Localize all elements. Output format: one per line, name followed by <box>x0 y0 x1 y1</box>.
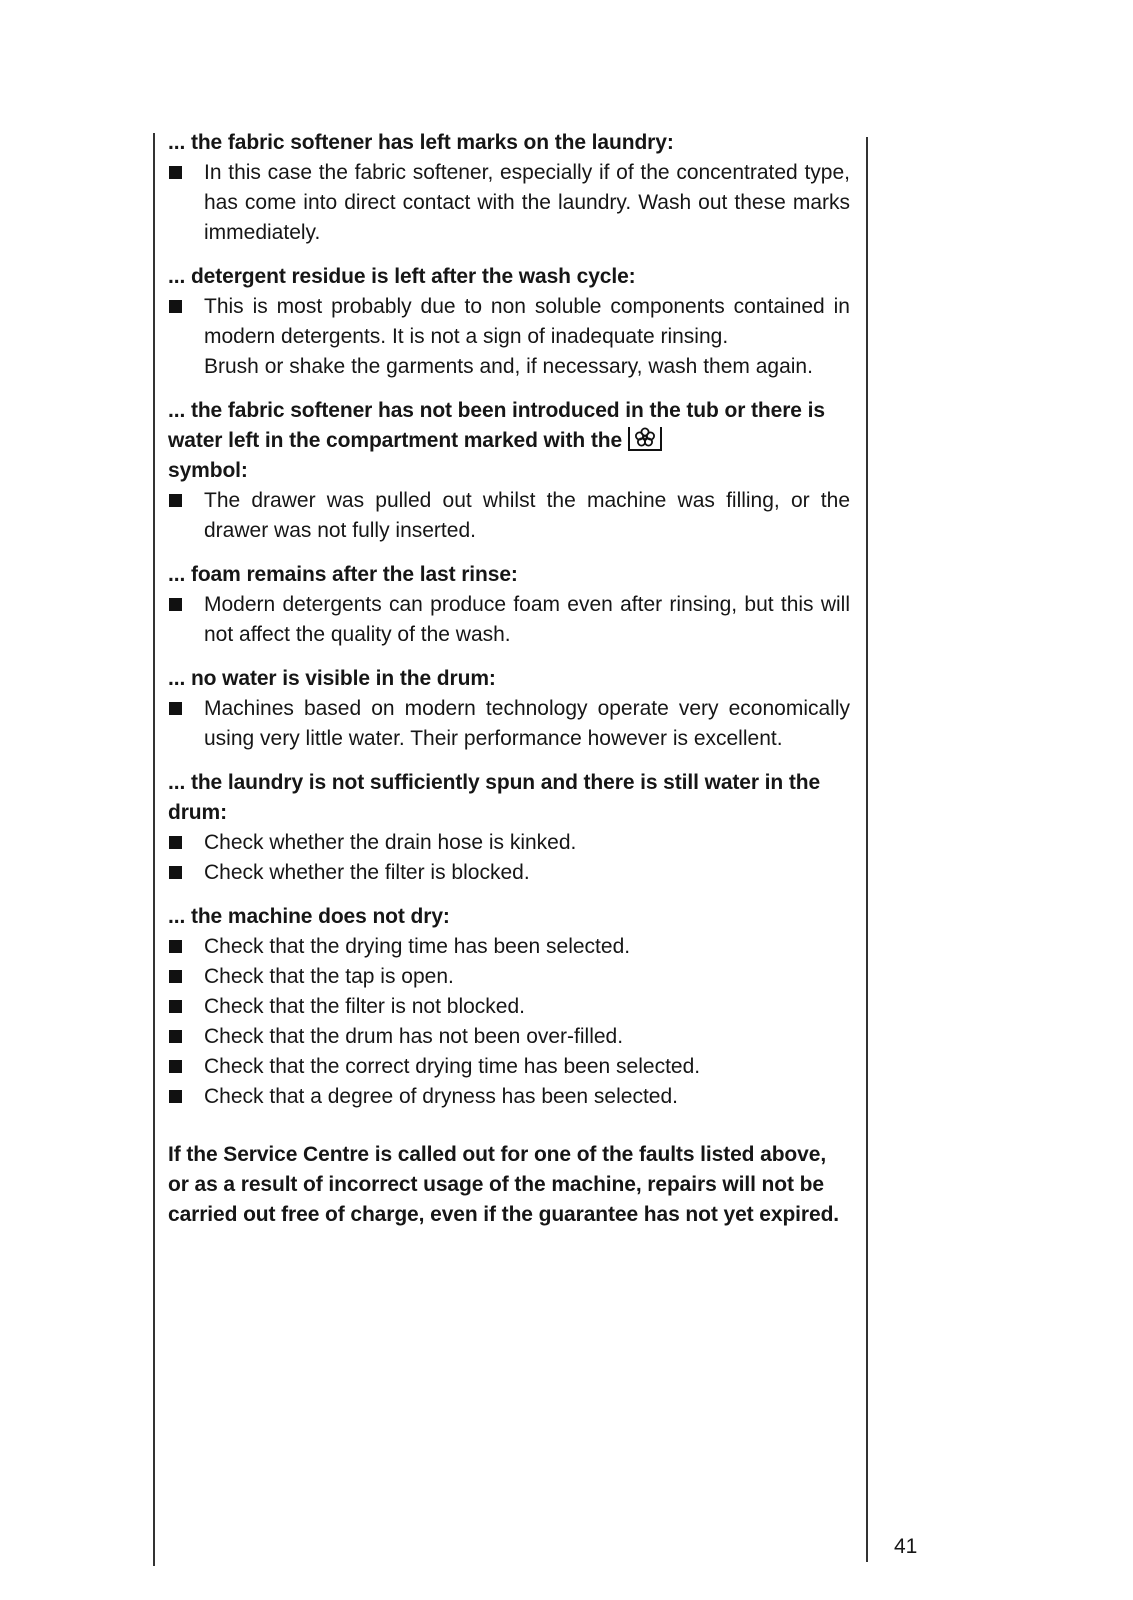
item-text: Brush or shake the garments and, if necessary, wash them again. <box>204 355 813 378</box>
fabric-softener-flower-icon <box>628 427 662 451</box>
list-item <box>168 962 850 992</box>
section-softener-marks <box>168 128 850 248</box>
item-text: This is most probably due to non soluble components contained in modern detergents. It is not a sign of inadequate rinsing. <box>204 295 850 348</box>
square-bullet-icon <box>169 1090 182 1103</box>
item-text: Machines based on modern technology operate very economically using very little water. Their performance however is excellent. <box>204 697 850 750</box>
item-text: Check that the drum has not been over-filled. <box>204 1025 624 1048</box>
section-heading-part1: ... the fabric softener has not been introduced in the tub or there is water left in the compartment marked with the <box>168 399 825 452</box>
list-item <box>168 1052 850 1082</box>
square-bullet-icon <box>169 940 182 953</box>
section-heading-part2: symbol: <box>168 459 248 482</box>
item-text: Check whether the drain hose is kinked. <box>204 831 577 854</box>
section-foam-remains <box>168 560 850 650</box>
square-bullet-icon <box>169 300 182 313</box>
list-item <box>168 292 850 382</box>
service-centre-note: If the Service Centre is called out for one of the faults listed above, or as a result of incorrect usage of the machine, repairs will not be carried out free of charge, even if the guarantee has not yet expired. <box>168 1143 840 1226</box>
square-bullet-icon <box>169 598 182 611</box>
section-heading: ... foam remains after the last rinse: <box>168 563 518 586</box>
section-heading: ... the fabric softener has left marks on the laundry: <box>168 131 674 154</box>
square-bullet-icon <box>169 1000 182 1013</box>
item-text: The drawer was pulled out whilst the machine was filling, or the drawer was not fully inserted. <box>204 489 850 542</box>
list-item <box>168 694 850 754</box>
section-heading: ... the laundry is not sufficiently spun and there is still water in the drum: <box>168 771 821 824</box>
list-item <box>168 828 850 858</box>
section-not-spun <box>168 768 850 888</box>
square-bullet-icon <box>169 866 182 879</box>
square-bullet-icon <box>169 166 182 179</box>
square-bullet-icon <box>169 836 182 849</box>
troubleshooting-content <box>168 128 850 1230</box>
list-item <box>168 932 850 962</box>
page-number: 41 <box>894 1535 918 1558</box>
list-item <box>168 158 850 248</box>
section-no-water-visible <box>168 664 850 754</box>
item-text: Check that a degree of dryness has been selected. <box>204 1085 678 1108</box>
item-text: Check that the drying time has been selected. <box>204 935 631 958</box>
section-detergent-residue <box>168 262 850 382</box>
left-margin-rule <box>153 133 155 1566</box>
item-text: Check that the tap is open. <box>204 965 454 988</box>
item-text: In this case the fabric softener, especially if of the concentrated type, has come into direct contact with the laundry. Wash out these marks immediately. <box>204 161 850 244</box>
list-item <box>168 858 850 888</box>
section-heading <box>168 396 850 486</box>
item-text: Modern detergents can produce foam even after rinsing, but this will not affect the quality of the wash. <box>204 593 850 646</box>
list-item <box>168 590 850 650</box>
section-softener-not-introduced <box>168 396 850 546</box>
list-item <box>168 486 850 546</box>
section-heading: ... no water is visible in the drum: <box>168 667 496 690</box>
right-margin-rule <box>866 137 868 1562</box>
section-heading: ... the machine does not dry: <box>168 905 450 928</box>
item-text: Check that the correct drying time has been selected. <box>204 1055 701 1078</box>
list-item <box>168 992 850 1022</box>
item-text: Check that the filter is not blocked. <box>204 995 525 1018</box>
square-bullet-icon <box>169 702 182 715</box>
square-bullet-icon <box>169 494 182 507</box>
list-item <box>168 1022 850 1052</box>
square-bullet-icon <box>169 1030 182 1043</box>
square-bullet-icon <box>169 970 182 983</box>
section-does-not-dry <box>168 902 850 1112</box>
section-heading: ... detergent residue is left after the wash cycle: <box>168 265 636 288</box>
square-bullet-icon <box>169 1060 182 1073</box>
list-item <box>168 1082 850 1112</box>
item-text: Check whether the filter is blocked. <box>204 861 530 884</box>
